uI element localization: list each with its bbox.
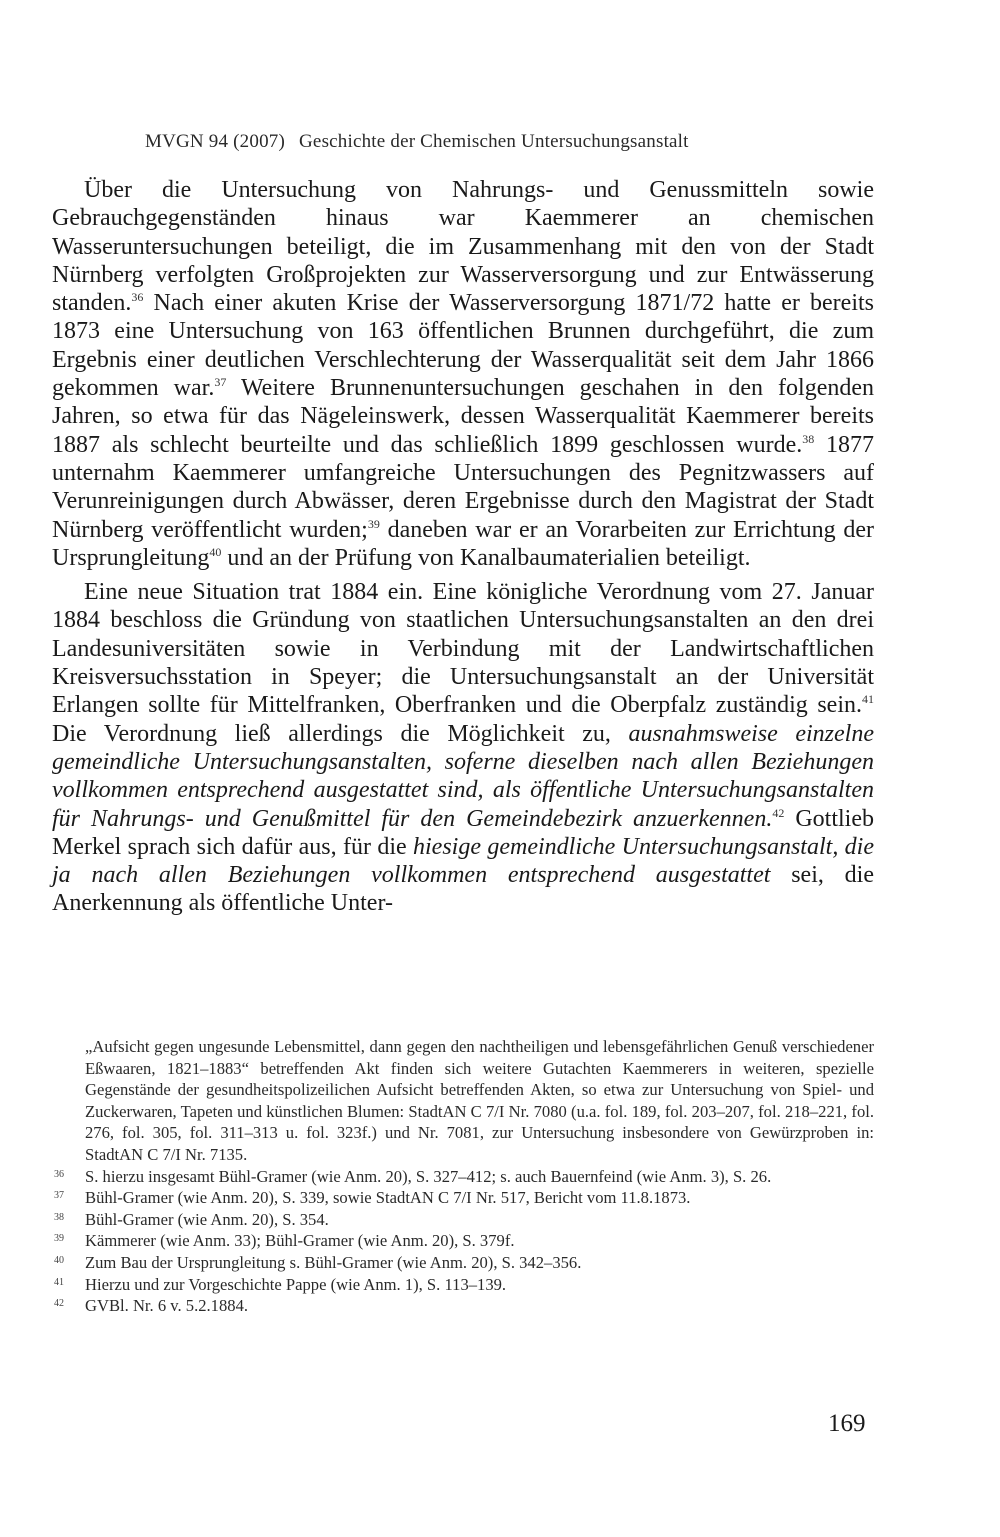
footnote-number: 42 [54,1298,64,1310]
footnote-continuation: „Aufsicht gegen ungesunde Lebensmittel, dann gegen den nachtheiligen und lebensgefährlichen Genuß verschiedener Eßwaaren, 1821–1883“ betreffenden Akt finden sich weitere Gutachten Kaemmerers in weiteren, spezielle Gegenstände der gesundheitspolizeilichen Aufsicht betreffenden Akten, so etwa zur Untersuchung von Spiel- und Zuckerwaren, Tapeten und künstlichen Blumen: StadtAN C 7/I Nr. 7080 (u.a. fol. 189, fol. 203–207, fol. 218–221, fol. 276, fol. 305, fol. 311–313 u. fol. 323f.) und Nr. 7081, zur Untersuchung insbesondere von Gewürzproben in: StadtAN C 7/I Nr. 7135. [85,1037,874,1164]
footnote-ref-37[interactable]: 37 [214,375,227,390]
footnote-ref-41[interactable]: 41 [862,692,874,707]
text-run: und an der Prüfung von Kanalbaumaterialien beteiligt. [221,544,751,571]
footnote-number: 40 [54,1254,64,1266]
text-run: Nach einer akuten Krise der Wasserversorgung 1871/72 hatte er bereits 1873 eine Untersuchung von 163 öffentlichen Brunnen durchgeführt, die zum Ergebnis einer deutlichen Verschlechterung der Wasserqualität seit dem Jahr 1866 gekommen war. [52,290,874,402]
footnotes [52,1036,874,1317]
text-run: sei, die Anerkennung als öffentliche Unter- [52,862,874,917]
footnote-text: Bühl-Gramer (wie Anm. 20), S. 339, sowie StadtAN C 7/I Nr. 517, Bericht vom 11.8.1873. [85,1188,691,1208]
footnote-number: 41 [54,1276,64,1288]
paragraph-1 [52,176,874,572]
text-run: Eine neue Situation trat 1884 ein. Eine königliche Verordnung vom 27. Januar 1884 beschloss die Gründung von staatlichen Untersuchungsanstalten an den drei Landesuniversitäten sowie in Verbindung mit der Landwirtschaftlichen Kreisversuchsstation in Speyer; die Untersuchungsanstalt an der Universität Erlangen sollte für Mittelfranken, Oberfranken und die Oberpfalz zuständig sein. [52,579,874,719]
article-title: Geschichte der Chemischen Untersuchungsanstalt [299,131,689,152]
text-run: 1877 unternahm Kaemmerer umfangreiche Untersuchungen des Pegnitzwassers auf Verunreinigungen durch Abwässer, deren Ergebnisse durch den Magistrat der Stadt Nürnberg veröffentlicht wurden; [52,431,874,543]
footnote-text: GVBl. Nr. 6 v. 5.2.1884. [85,1296,249,1316]
footnote-text: Kämmerer (wie Anm. 33); Bühl-Gramer (wie Anm. 20), S. 379f. [85,1231,515,1251]
page-number: 169 [828,1410,866,1437]
footnote-ref-40[interactable]: 40 [209,544,222,559]
footnote-number: 36 [54,1168,64,1180]
text-run: daneben war er an Vorarbeiten zur Errichtung der Ursprungleitung [52,516,875,571]
footnote-ref-39[interactable]: 39 [367,516,380,531]
footnote-number: 37 [54,1190,64,1202]
text-run: Über die Untersuchung von Nahrungs- und Genussmitteln sowie Gebrauchgegenständen hinaus war Kaemmerer an chemischen Wasseruntersuchungen beteiligt, die im Zusammenhang mit den von der Stadt Nürnberg verfolgten Großprojekten zur Wasserversorgung und zur Entwässerung standen. [52,177,874,317]
footnote-text: Zum Bau der Ursprungleitung s. Bühl-Gramer (wie Anm. 20), S. 342–356. [85,1252,582,1272]
footnote-ref-38[interactable]: 38 [802,431,815,446]
footnote-40 [52,1252,874,1274]
footnote-38 [52,1209,874,1231]
footnote-number: 38 [54,1211,64,1223]
footnote-ref-42[interactable]: 42 [772,805,785,820]
footnote-37 [52,1187,874,1209]
paragraph-2 [52,578,874,918]
main-text [52,176,874,918]
footnote-text: Hierzu und zur Vorgeschichte Pappe (wie Anm. 1), S. 113–139. [85,1274,507,1294]
text-run: Weitere Brunnenuntersuchungen geschahen in den folgenden Jahren, so etwa für das Nägeleinswerk, dessen Wasserqualität Kaemmerer bereits 1887 als schlecht beurteilte und das schließlich 1899 geschlossen wurde. [52,375,874,458]
footnote-text: Bühl-Gramer (wie Anm. 20), S. 354. [85,1209,329,1229]
footnote-39 [52,1230,874,1252]
text-run: Gottlieb Merkel sprach sich dafür aus, für die [52,805,874,860]
running-head [145,131,689,153]
footnote-text: S. hierzu insgesamt Bühl-Gramer (wie Anm. 20), S. 327–412; s. auch Bauernfeind (wie Anm. 3), S. 26. [85,1166,772,1186]
footnote-number: 39 [54,1233,64,1245]
footnote-ref-36[interactable]: 36 [131,290,144,305]
quotation-italic: hiesige gemeindliche Untersuchungsanstalt, die ja nach allen Beziehungen vollkommen entsprechend ausgestattet [52,833,874,889]
text-run: Die Verordnung ließ allerdings die Möglichkeit zu, [52,720,629,747]
journal-reference: MVGN 94 (2007) [145,131,286,152]
footnote-41 [52,1274,874,1296]
footnote-42 [52,1295,874,1317]
quotation-italic: ausnahmsweise einzelne gemeindliche Untersuchungsanstalten, soferne dieselben nach allen Beziehungen vollkommen entsprechend ausgestattet sind, als öffentliche Untersuchungsanstalten für Nahrungs- und Genußmittel für den Gemeindebezirk anzuerkennen. [52,720,874,832]
footnote-36 [52,1166,874,1188]
